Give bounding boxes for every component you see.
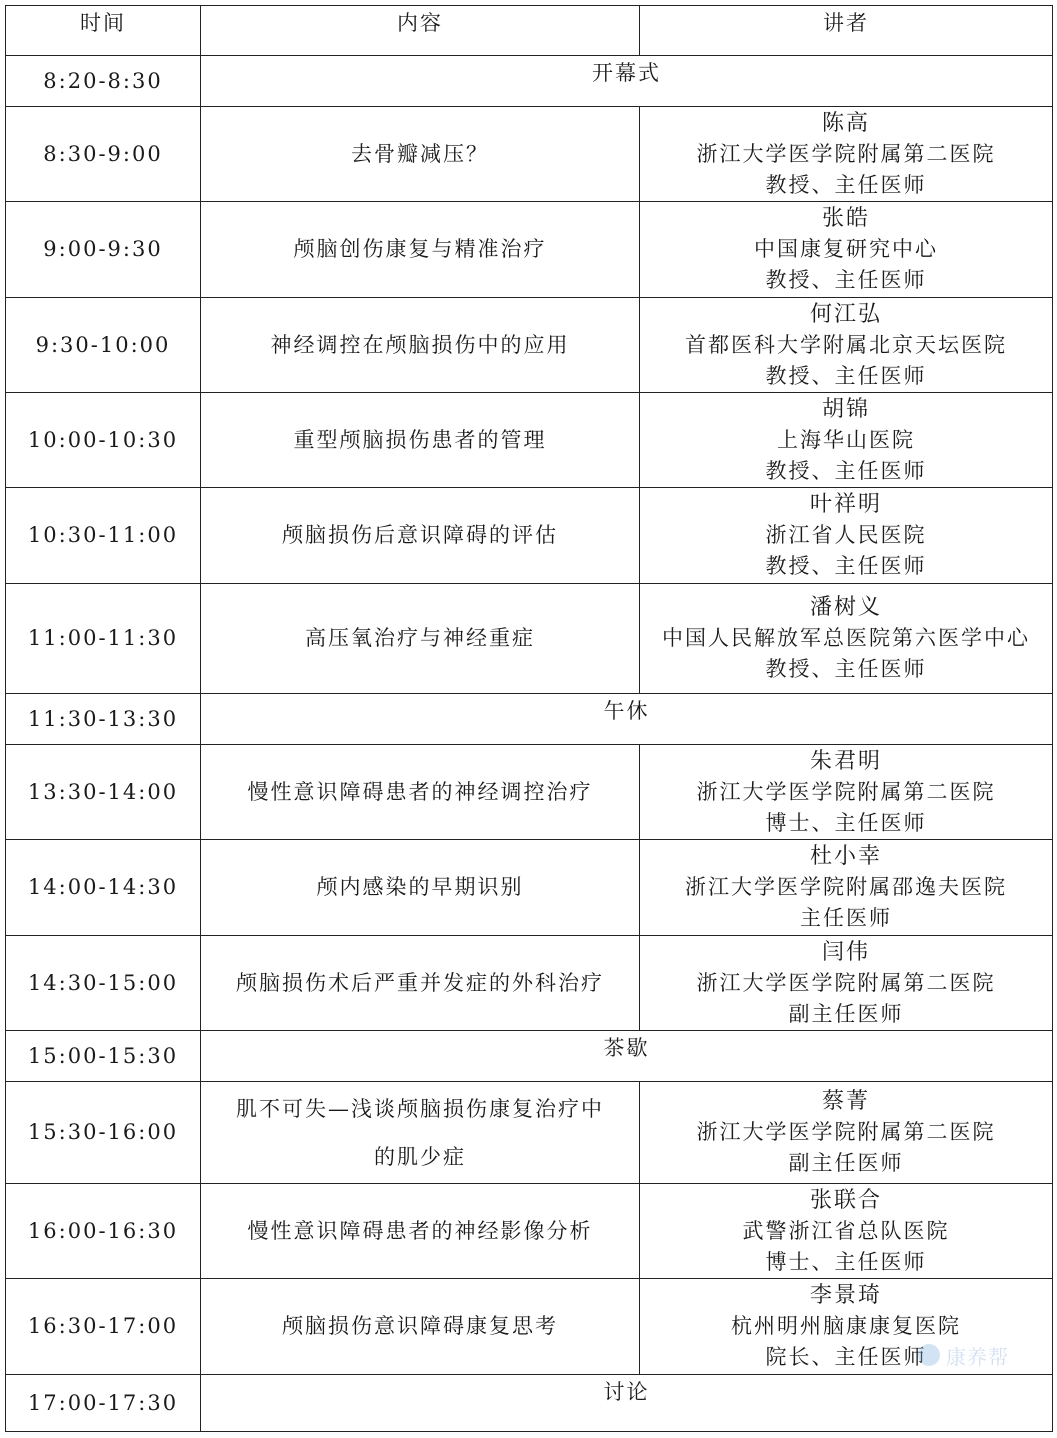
speaker-name: 何江弘: [809, 301, 882, 327]
header-speaker: 讲者: [640, 6, 1053, 56]
session-time: 16:00-16:30: [6, 1184, 201, 1279]
topic-line: 高压氧治疗与神经重症: [305, 626, 535, 650]
speaker-affiliation: 上海华山医院: [777, 427, 915, 452]
speaker-name: 蔡菁: [821, 1089, 870, 1114]
session-row: [6, 584, 1053, 694]
speaker-title: 教授、主任医师: [765, 458, 927, 483]
session-speaker: [640, 745, 1053, 840]
session-speaker: [640, 1082, 1053, 1184]
break-label: 讨论: [201, 1375, 1053, 1432]
session-topic: [201, 1184, 640, 1279]
session-speaker: [640, 393, 1053, 488]
session-topic: [201, 393, 640, 488]
watermark-text: 康养帮: [946, 1344, 1009, 1369]
speaker-name: 潘树义: [809, 595, 882, 620]
session-time: 15:30-16:00: [6, 1082, 201, 1184]
session-time: 14:00-14:30: [6, 840, 201, 936]
break-label: 午休: [201, 694, 1053, 745]
session-row: [6, 202, 1053, 298]
session-time: 10:30-11:00: [6, 488, 201, 584]
session-time: 8:20-8:30: [6, 56, 201, 107]
speaker-affiliation: 首都医科大学附属北京天坛医院: [685, 332, 1007, 357]
speaker-title: 副主任医师: [788, 1151, 904, 1175]
topic-line: 颅脑损伤术后严重并发症的外科治疗: [236, 970, 604, 995]
topic-line: 慢性意识障碍患者的神经调控治疗: [247, 779, 593, 804]
speaker-name: 叶祥明: [809, 492, 882, 517]
speaker-title: 院长、主任医师: [765, 1345, 927, 1369]
session-row: [6, 298, 1053, 393]
schedule-table: [5, 5, 1053, 1432]
session-speaker: [640, 840, 1053, 936]
speaker-title: 博士、主任医师: [765, 1249, 927, 1274]
topic-line: 颅脑损伤意识障碍康复思考: [282, 1314, 558, 1338]
topic-line: 颅内感染的早期识别: [316, 875, 524, 899]
session-row: [6, 936, 1053, 1031]
speaker-name: 李景琦: [809, 1283, 882, 1308]
session-topic: [201, 1279, 640, 1375]
speaker-affiliation: 中国人民解放军总医院第六医学中心: [662, 626, 1030, 650]
speaker-affiliation: 武警浙江省总队医院: [742, 1218, 950, 1243]
session-speaker: [640, 107, 1053, 202]
session-time: 15:00-15:30: [6, 1031, 201, 1082]
session-row: [6, 393, 1053, 488]
header-content: 内容: [201, 6, 640, 56]
speaker-title: 教授、主任医师: [765, 268, 927, 292]
speaker-title: 教授、主任医师: [765, 554, 927, 578]
speaker-affiliation: 浙江省人民医院: [765, 523, 927, 547]
session-time: 9:00-9:30: [6, 202, 201, 298]
session-topic: [201, 488, 640, 584]
session-time: 11:30-13:30: [6, 694, 201, 745]
speaker-name: 朱君明: [809, 748, 882, 774]
session-row: [6, 1279, 1053, 1375]
session-topic: [201, 1082, 640, 1184]
session-time: 14:30-15:00: [6, 936, 201, 1031]
session-speaker: [640, 298, 1053, 393]
session-row: [6, 1082, 1053, 1184]
speaker-name: 胡锦: [821, 396, 870, 422]
speaker-title: 主任医师: [800, 906, 892, 930]
speaker-affiliation: 杭州明州脑康康复医院: [731, 1314, 961, 1338]
session-row: [6, 745, 1053, 840]
speaker-affiliation: 浙江大学医学院附属第二医院: [696, 970, 996, 995]
session-speaker: [640, 936, 1053, 1031]
speaker-title: 博士、主任医师: [765, 810, 927, 835]
header-time: 时间: [6, 6, 201, 56]
session-topic: [201, 584, 640, 694]
session-speaker: [640, 488, 1053, 584]
topic-line: 去骨瓣减压？: [351, 141, 489, 166]
break-row: [6, 1031, 1053, 1082]
topic-line: 肌不可失—浅谈颅脑损伤康复治疗中: [236, 1096, 604, 1121]
session-row: [6, 488, 1053, 584]
session-topic: [201, 298, 640, 393]
break-row: [6, 1375, 1053, 1432]
session-time: 10:00-10:30: [6, 393, 201, 488]
topic-line: 重型颅脑损伤患者的管理: [293, 427, 547, 452]
break-label: 茶歇: [201, 1031, 1053, 1082]
speaker-name: 闫伟: [821, 939, 870, 965]
session-time: 8:30-9:00: [6, 107, 201, 202]
speaker-name: 张联合: [809, 1187, 882, 1213]
session-speaker: [640, 584, 1053, 694]
session-time: 13:30-14:00: [6, 745, 201, 840]
session-topic: [201, 936, 640, 1031]
session-time: 16:30-17:00: [6, 1279, 201, 1375]
header-row: [6, 6, 1053, 56]
schedule-body: [6, 56, 1053, 1432]
session-speaker: [640, 1184, 1053, 1279]
break-row: [6, 56, 1053, 107]
watermark: [918, 1338, 1048, 1372]
speaker-affiliation: 浙江大学医学院附属邵逸夫医院: [685, 875, 1007, 899]
speaker-title: 副主任医师: [788, 1001, 904, 1026]
topic-line: 颅脑创伤康复与精准治疗: [293, 237, 547, 261]
speaker-name: 杜小幸: [809, 844, 882, 869]
speaker-title: 教授、主任医师: [765, 172, 927, 197]
speaker-affiliation: 中国康复研究中心: [754, 237, 938, 261]
session-time: 9:30-10:00: [6, 298, 201, 393]
break-row: [6, 694, 1053, 745]
speaker-title: 教授、主任医师: [765, 363, 927, 388]
speaker-affiliation: 浙江大学医学院附属第二医院: [696, 779, 996, 804]
session-speaker: [640, 202, 1053, 298]
session-row: [6, 107, 1053, 202]
topic-line: 的肌少症: [374, 1144, 466, 1169]
speaker-affiliation: 浙江大学医学院附属第二医院: [696, 1120, 996, 1144]
topic-line: 神经调控在颅脑损伤中的应用: [270, 332, 570, 357]
speaker-name: 陈高: [821, 110, 870, 136]
topic-line: 颅脑损伤后意识障碍的评估: [282, 523, 558, 547]
speaker-title: 教授、主任医师: [765, 657, 927, 681]
session-row: [6, 840, 1053, 936]
session-time: 11:00-11:30: [6, 584, 201, 694]
session-topic: [201, 107, 640, 202]
session-topic: [201, 202, 640, 298]
watermark-logo-icon: [918, 1344, 940, 1366]
session-row: [6, 1184, 1053, 1279]
break-label: 开幕式: [201, 56, 1053, 107]
session-topic: [201, 840, 640, 936]
speaker-name: 张皓: [821, 206, 870, 231]
speaker-affiliation: 浙江大学医学院附属第二医院: [696, 141, 996, 166]
topic-line: 慢性意识障碍患者的神经影像分析: [247, 1218, 593, 1243]
session-time: 17:00-17:30: [6, 1375, 201, 1432]
session-topic: [201, 745, 640, 840]
